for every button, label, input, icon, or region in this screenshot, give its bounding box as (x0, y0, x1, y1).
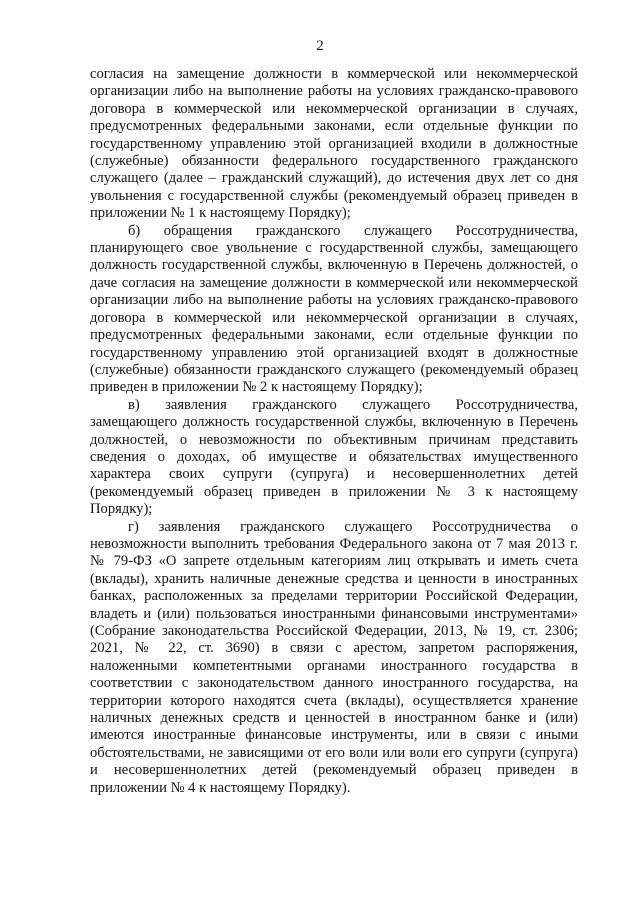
paragraph-continuation: согласия на замещение должности в коммерческой или некоммерческой организации либо на выполнение работы на условиях гражданско-правового договора в коммерческой или некоммерческой организации в случаях, предусмотренных федеральными законами, если отдельные функции по государственному управлению этой организацией входили в должностные (служебные) обязанности федерального государственного гражданского служащего (далее – гражданский служащий), до истечения двух лет со дня увольнения с государственной службы (рекомендуемый образец приведен в приложении № 1 к настоящему Порядку); (90, 66, 578, 222)
paragraph-v: в) заявления гражданского служащего Россотрудничества, замещающего должность государственной службы, включенную в Перечень должностей, о невозможности по объективным причинам представить сведения о доходах, об имуществе и обязательствах имущественного характера своих супруги (супруга) и несовершеннолетних детей (рекомендуемый образец приведен в приложении № 3 к настоящему Порядку); (90, 396, 578, 518)
page-number: 2 (316, 38, 324, 54)
document-body (90, 66, 578, 797)
paragraph-b: б) обращения гражданского служащего Россотрудничества, планирующего свое увольнение с государственной службы, замещающего должность государственной службы, включенную в Перечень должностей, о даче согласия на замещение должности в коммерческой или некоммерческой организации либо на выполнение работы на условиях гражданско-правового договора в коммерческой или некоммерческой организации в случаях, предусмотренных федеральными законами, если отдельные функции по государственному управлению этой организацией входят в должностные (служебные) обязанности гражданского служащего (рекомендуемый образец приведен в приложении № 2 к настоящему Порядку); (90, 222, 578, 396)
paragraph-g: г) заявления гражданского служащего Россотрудничества о невозможности выполнить требования Федерального закона от 7 мая 2013 г. № 79-ФЗ «О запрете отдельным категориям лиц открывать и иметь счета (вклады), хранить наличные денежные средства и ценности в иностранных банках, расположенных за пределами территории Российской Федерации, владеть и (или) пользоваться иностранными финансовыми инструментами» (Собрание законодательства Российской Федерации, 2013, № 19, ст. 2306; 2021, № 22, ст. 3690) в связи с арестом, запретом распоряжения, наложенными компетентными органами иностранного государства в соответствии с законодательством данного иностранного государства, на территории которого находятся счета (вклады), осуществляется хранение наличных денежных средств и ценностей в иностранном банке и (или) имеются иностранные финансовые инструменты, или в связи с иными обстоятельствами, не зависящими от его воли или воли его супруги (супруга) и несовершеннолетних детей (рекомендуемый образец приведен в приложении № 4 к настоящему Порядку). (90, 518, 578, 796)
